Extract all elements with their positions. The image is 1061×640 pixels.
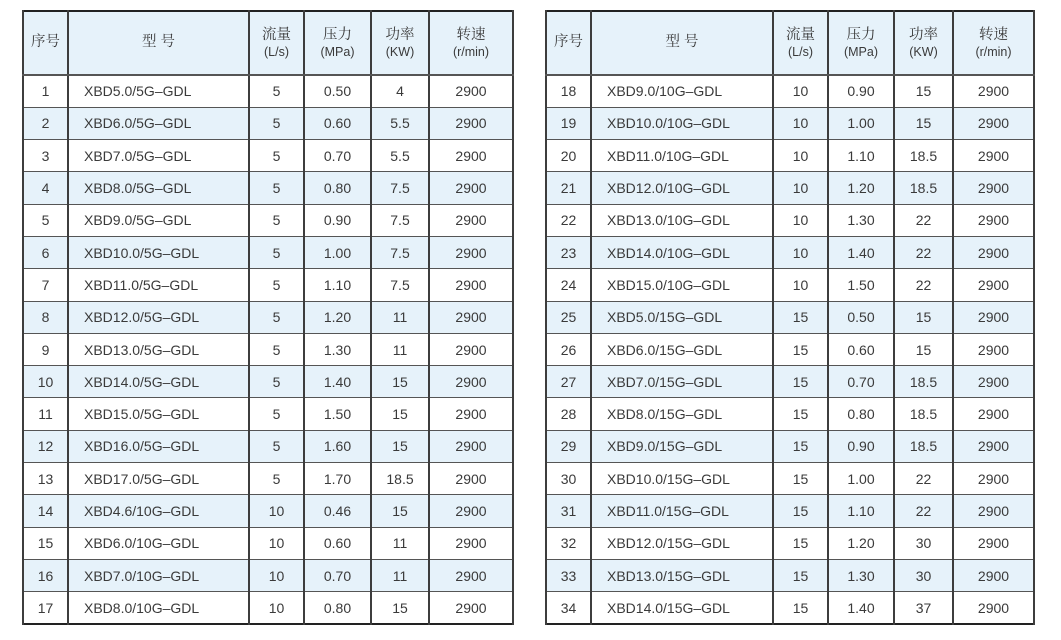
model-cell: XBD13.0/5G–GDL: [68, 333, 249, 365]
speed-cell: 2900: [429, 301, 513, 333]
model-cell: XBD17.0/5G–GDL: [68, 463, 249, 495]
power-cell: 15: [894, 301, 953, 333]
speed-cell: 2900: [953, 527, 1034, 559]
model-cell: XBD9.0/15G–GDL: [591, 430, 773, 462]
pump-spec-table-left: [22, 10, 514, 625]
power-cell: 18.5: [371, 463, 429, 495]
table-row: [23, 301, 513, 333]
model-cell: XBD13.0/15G–GDL: [591, 559, 773, 591]
pressure-cell: 1.60: [304, 430, 371, 462]
speed-cell: 2900: [953, 463, 1034, 495]
model-cell: XBD11.0/10G–GDL: [591, 140, 773, 172]
flow-cell: 10: [773, 140, 828, 172]
table-header-right: [546, 11, 1034, 75]
table-row: [23, 463, 513, 495]
table-row: [546, 559, 1034, 591]
pressure-cell: 0.50: [304, 75, 371, 107]
power-cell: 22: [894, 463, 953, 495]
speed-cell: 2900: [953, 592, 1034, 624]
power-cell: 15: [371, 430, 429, 462]
flow-cell: 5: [249, 75, 304, 107]
pressure-cell: 0.90: [828, 430, 894, 462]
flow-cell: 5: [249, 236, 304, 268]
model-cell: XBD8.0/5G–GDL: [68, 172, 249, 204]
power-cell: 22: [894, 204, 953, 236]
model-cell: XBD16.0/5G–GDL: [68, 430, 249, 462]
pressure-cell: 1.30: [828, 204, 894, 236]
power-cell: 11: [371, 559, 429, 591]
power-cell: 30: [894, 527, 953, 559]
table-header-left: [23, 11, 513, 75]
table-row: [23, 495, 513, 527]
flow-cell: 15: [773, 559, 828, 591]
speed-cell: 2900: [429, 495, 513, 527]
power-cell: 15: [894, 107, 953, 139]
serial-cell: 16: [23, 559, 68, 591]
table-row: [546, 269, 1034, 301]
speed-cell: 2900: [953, 430, 1034, 462]
speed-cell: 2900: [429, 592, 513, 624]
power-cell: 15: [371, 398, 429, 430]
flow-cell: 5: [249, 172, 304, 204]
table-row: [23, 559, 513, 591]
model-label: 型 号: [665, 34, 699, 51]
flow-cell: 5: [249, 204, 304, 236]
speed-cell: 2900: [953, 269, 1034, 301]
pressure-cell: 1.70: [304, 463, 371, 495]
table-row: [546, 236, 1034, 268]
power-cell: 15: [371, 495, 429, 527]
flow-cell: 10: [249, 527, 304, 559]
speed-cell: 2900: [953, 495, 1034, 527]
table-row: [546, 527, 1034, 559]
speed-cell: 2900: [953, 366, 1034, 398]
power-cell: 18.5: [894, 172, 953, 204]
serial-cell: 8: [23, 301, 68, 333]
flow-cell: 10: [249, 559, 304, 591]
power-cell: 7.5: [371, 172, 429, 204]
col-header-flow: [249, 11, 304, 75]
table-row: [546, 107, 1034, 139]
model-cell: XBD12.0/15G–GDL: [591, 527, 773, 559]
speed-cell: 2900: [429, 204, 513, 236]
flow-cell: 15: [773, 463, 828, 495]
table-row: [23, 236, 513, 268]
serial-cell: 30: [546, 463, 591, 495]
speed-cell: 2900: [953, 301, 1034, 333]
pressure-cell: 1.10: [828, 140, 894, 172]
model-cell: XBD14.0/10G–GDL: [591, 236, 773, 268]
model-label: 型 号: [141, 34, 176, 51]
serial-cell: 33: [546, 559, 591, 591]
col-header-model: [68, 11, 249, 75]
model-cell: XBD6.0/15G–GDL: [591, 333, 773, 365]
pressure-label: 压力: [846, 26, 876, 43]
power-cell: 7.5: [371, 269, 429, 301]
model-cell: XBD5.0/15G–GDL: [591, 301, 773, 333]
table-row: [546, 204, 1034, 236]
speed-cell: 2900: [429, 366, 513, 398]
power-cell: 7.5: [371, 236, 429, 268]
flow-cell: 5: [249, 366, 304, 398]
col-header-power: [371, 11, 429, 75]
speed-cell: 2900: [429, 527, 513, 559]
table-row: [23, 592, 513, 624]
serial-cell: 4: [23, 172, 68, 204]
table-row: [546, 398, 1034, 430]
power-cell: 18.5: [894, 140, 953, 172]
model-cell: XBD7.0/15G–GDL: [591, 366, 773, 398]
pressure-cell: 0.60: [304, 107, 371, 139]
flow-cell: 5: [249, 398, 304, 430]
model-cell: XBD14.0/15G–GDL: [591, 592, 773, 624]
serial-cell: 20: [546, 140, 591, 172]
table-row: [546, 172, 1034, 204]
power-cell: 5.5: [371, 107, 429, 139]
power-cell: 15: [371, 592, 429, 624]
model-cell: XBD7.0/10G–GDL: [68, 559, 249, 591]
serial-cell: 1: [23, 75, 68, 107]
power-cell: 11: [371, 301, 429, 333]
table-row: [23, 398, 513, 430]
model-cell: XBD7.0/5G–GDL: [68, 140, 249, 172]
serial-cell: 19: [546, 107, 591, 139]
speed-cell: 2900: [953, 107, 1034, 139]
speed-cell: 2900: [953, 204, 1034, 236]
serial-cell: 31: [546, 495, 591, 527]
speed-label: 转速: [979, 26, 1008, 43]
table-body-left: [23, 75, 513, 624]
power-cell: 18.5: [894, 366, 953, 398]
pressure-cell: 1.30: [304, 333, 371, 365]
serial-cell: 6: [23, 236, 68, 268]
speed-cell: 2900: [429, 430, 513, 462]
serial-cell: 22: [546, 204, 591, 236]
speed-cell: 2900: [953, 559, 1034, 591]
speed-cell: 2900: [953, 398, 1034, 430]
table-row: [23, 204, 513, 236]
serial-cell: 10: [23, 366, 68, 398]
model-cell: XBD6.0/5G–GDL: [68, 107, 249, 139]
speed-cell: 2900: [429, 333, 513, 365]
serial-cell: 5: [23, 204, 68, 236]
power-cell: 15: [894, 75, 953, 107]
power-cell: 22: [894, 495, 953, 527]
flow-cell: 10: [773, 172, 828, 204]
serial-cell: 14: [23, 495, 68, 527]
serial-cell: 25: [546, 301, 591, 333]
flow-cell: 5: [249, 107, 304, 139]
serial-cell: 32: [546, 527, 591, 559]
flow-cell: 10: [773, 107, 828, 139]
table-row: [23, 140, 513, 172]
model-cell: XBD4.6/10G–GDL: [68, 495, 249, 527]
power-cell: 15: [371, 366, 429, 398]
flow-cell: 5: [249, 269, 304, 301]
serial-cell: 18: [546, 75, 591, 107]
serial-cell: 15: [23, 527, 68, 559]
serial-cell: 13: [23, 463, 68, 495]
model-cell: XBD10.0/10G–GDL: [591, 107, 773, 139]
pressure-cell: 1.00: [828, 463, 894, 495]
model-cell: XBD8.0/15G–GDL: [591, 398, 773, 430]
flow-cell: 10: [773, 75, 828, 107]
flow-unit-label: (L/s): [788, 45, 813, 60]
flow-cell: 5: [249, 463, 304, 495]
table-row: [546, 333, 1034, 365]
flow-cell: 10: [249, 495, 304, 527]
table-row: [546, 463, 1034, 495]
model-cell: XBD14.0/5G–GDL: [68, 366, 249, 398]
flow-cell: 15: [773, 333, 828, 365]
pressure-cell: 0.46: [304, 495, 371, 527]
power-unit-label: (KW): [385, 45, 415, 60]
pressure-unit-label: (MPa): [843, 45, 879, 60]
col-header-speed: [953, 11, 1034, 75]
power-label: 功率: [385, 26, 415, 43]
flow-cell: 15: [773, 398, 828, 430]
power-cell: 5.5: [371, 140, 429, 172]
flow-cell: 5: [249, 140, 304, 172]
col-header-pressure: [304, 11, 371, 75]
table-row: [546, 495, 1034, 527]
col-header-model: [591, 11, 773, 75]
col-header-power: [894, 11, 953, 75]
header-row: [23, 11, 513, 75]
model-cell: XBD10.0/15G–GDL: [591, 463, 773, 495]
speed-cell: 2900: [429, 107, 513, 139]
col-header-speed: [429, 11, 513, 75]
serial-cell: 24: [546, 269, 591, 301]
power-cell: 4: [371, 75, 429, 107]
serial-cell: 29: [546, 430, 591, 462]
serial-label: 序号: [554, 34, 583, 51]
flow-cell: 15: [773, 495, 828, 527]
col-header-serial: [23, 11, 68, 75]
pressure-cell: 1.20: [304, 301, 371, 333]
model-cell: XBD15.0/10G–GDL: [591, 269, 773, 301]
pressure-cell: 1.20: [828, 172, 894, 204]
table-row: [23, 430, 513, 462]
model-cell: XBD13.0/10G–GDL: [591, 204, 773, 236]
table-row: [23, 527, 513, 559]
flow-cell: 10: [773, 269, 828, 301]
power-cell: 15: [894, 333, 953, 365]
flow-label: 流量: [786, 26, 815, 43]
model-cell: XBD11.0/5G–GDL: [68, 269, 249, 301]
pressure-cell: 0.70: [828, 366, 894, 398]
table-row: [546, 592, 1034, 624]
col-header-pressure: [828, 11, 894, 75]
flow-unit-label: (L/s): [264, 45, 289, 60]
flow-cell: 5: [249, 333, 304, 365]
pressure-cell: 0.60: [304, 527, 371, 559]
speed-cell: 2900: [953, 75, 1034, 107]
speed-cell: 2900: [429, 269, 513, 301]
flow-cell: 15: [773, 366, 828, 398]
model-cell: XBD12.0/5G–GDL: [68, 301, 249, 333]
flow-cell: 15: [773, 430, 828, 462]
pressure-cell: 1.10: [828, 495, 894, 527]
serial-cell: 9: [23, 333, 68, 365]
speed-cell: 2900: [429, 140, 513, 172]
flow-cell: 5: [249, 430, 304, 462]
speed-label: 转速: [456, 26, 486, 43]
speed-cell: 2900: [429, 463, 513, 495]
power-cell: 22: [894, 269, 953, 301]
serial-cell: 21: [546, 172, 591, 204]
flow-cell: 5: [249, 301, 304, 333]
speed-unit-label: (r/min): [975, 45, 1012, 60]
model-cell: XBD6.0/10G–GDL: [68, 527, 249, 559]
model-cell: XBD5.0/5G–GDL: [68, 75, 249, 107]
pressure-cell: 0.70: [304, 140, 371, 172]
table-row: [546, 301, 1034, 333]
serial-cell: 23: [546, 236, 591, 268]
model-cell: XBD12.0/10G–GDL: [591, 172, 773, 204]
pressure-cell: 0.50: [828, 301, 894, 333]
pressure-cell: 1.00: [304, 236, 371, 268]
speed-cell: 2900: [953, 140, 1034, 172]
speed-cell: 2900: [429, 398, 513, 430]
pressure-cell: 1.00: [828, 107, 894, 139]
power-cell: 11: [371, 527, 429, 559]
pressure-label: 压力: [323, 26, 352, 43]
pressure-cell: 1.10: [304, 269, 371, 301]
speed-cell: 2900: [429, 172, 513, 204]
serial-cell: 2: [23, 107, 68, 139]
pressure-cell: 0.90: [304, 204, 371, 236]
col-header-serial: [546, 11, 591, 75]
model-cell: XBD8.0/10G–GDL: [68, 592, 249, 624]
flow-cell: 15: [773, 301, 828, 333]
serial-cell: 7: [23, 269, 68, 301]
table-row: [23, 366, 513, 398]
power-cell: 37: [894, 592, 953, 624]
flow-cell: 15: [773, 592, 828, 624]
table-body-right: [546, 75, 1034, 624]
pump-spec-table-right: [545, 10, 1035, 625]
serial-cell: 34: [546, 592, 591, 624]
speed-cell: 2900: [953, 236, 1034, 268]
flow-cell: 10: [773, 204, 828, 236]
power-cell: 18.5: [894, 398, 953, 430]
pressure-cell: 1.30: [828, 559, 894, 591]
power-cell: 7.5: [371, 204, 429, 236]
serial-cell: 17: [23, 592, 68, 624]
model-cell: XBD15.0/5G–GDL: [68, 398, 249, 430]
power-cell: 30: [894, 559, 953, 591]
model-cell: XBD9.0/10G–GDL: [591, 75, 773, 107]
pressure-cell: 0.80: [828, 398, 894, 430]
model-cell: XBD9.0/5G–GDL: [68, 204, 249, 236]
pressure-cell: 1.20: [828, 527, 894, 559]
pressure-cell: 0.90: [828, 75, 894, 107]
power-cell: 18.5: [894, 430, 953, 462]
table-row: [23, 75, 513, 107]
speed-cell: 2900: [953, 172, 1034, 204]
serial-cell: 3: [23, 140, 68, 172]
power-cell: 11: [371, 333, 429, 365]
flow-cell: 10: [773, 236, 828, 268]
pressure-unit-label: (MPa): [320, 45, 355, 60]
table-row: [546, 75, 1034, 107]
power-unit-label: (KW): [909, 45, 938, 60]
table-row: [23, 107, 513, 139]
serial-label: 序号: [31, 34, 60, 51]
flow-cell: 10: [249, 592, 304, 624]
model-cell: XBD11.0/15G–GDL: [591, 495, 773, 527]
model-cell: XBD10.0/5G–GDL: [68, 236, 249, 268]
pressure-cell: 0.60: [828, 333, 894, 365]
speed-cell: 2900: [429, 559, 513, 591]
header-row: [546, 11, 1034, 75]
serial-cell: 27: [546, 366, 591, 398]
pressure-cell: 0.80: [304, 172, 371, 204]
pressure-cell: 0.70: [304, 559, 371, 591]
serial-cell: 12: [23, 430, 68, 462]
serial-cell: 11: [23, 398, 68, 430]
pressure-cell: 0.80: [304, 592, 371, 624]
power-label: 功率: [909, 26, 938, 43]
speed-cell: 2900: [429, 236, 513, 268]
pressure-cell: 1.50: [828, 269, 894, 301]
table-row: [23, 172, 513, 204]
table-row: [546, 366, 1034, 398]
speed-cell: 2900: [429, 75, 513, 107]
speed-unit-label: (r/min): [452, 45, 490, 60]
speed-cell: 2900: [953, 333, 1034, 365]
table-row: [546, 430, 1034, 462]
flow-cell: 15: [773, 527, 828, 559]
col-header-flow: [773, 11, 828, 75]
serial-cell: 28: [546, 398, 591, 430]
table-row: [23, 333, 513, 365]
flow-label: 流量: [262, 26, 291, 43]
power-cell: 22: [894, 236, 953, 268]
pressure-cell: 1.40: [828, 592, 894, 624]
pressure-cell: 1.40: [304, 366, 371, 398]
pressure-cell: 1.50: [304, 398, 371, 430]
table-row: [546, 140, 1034, 172]
table-row: [23, 269, 513, 301]
serial-cell: 26: [546, 333, 591, 365]
pressure-cell: 1.40: [828, 236, 894, 268]
